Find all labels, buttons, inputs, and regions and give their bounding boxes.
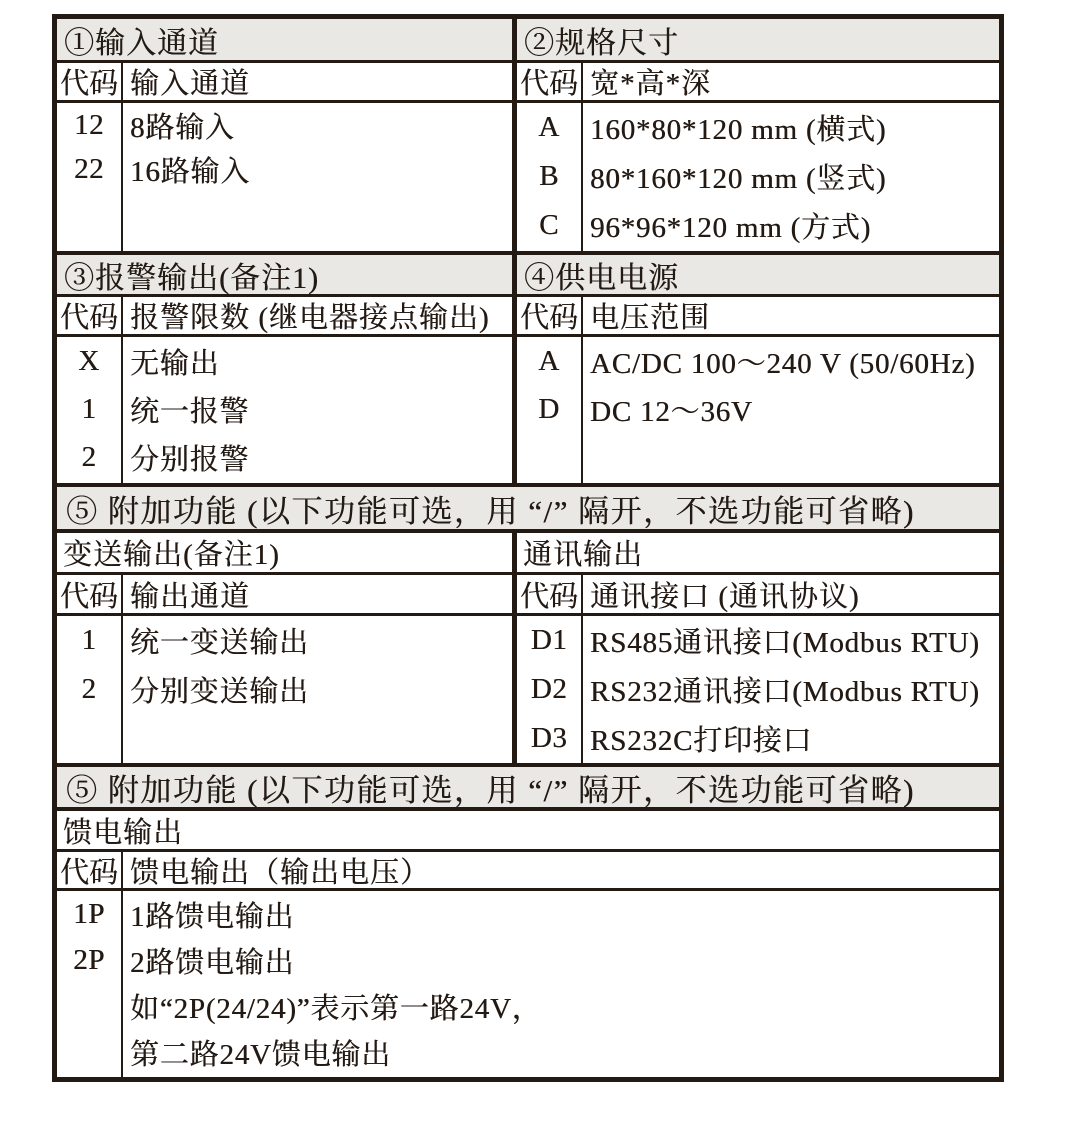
cell-desc: DC 12～36V: [590, 395, 753, 428]
cell-desc: 96*96*120 mm (方式): [590, 212, 872, 244]
cell-code: 1: [81, 392, 97, 425]
band-alarm-and-power: [57, 255, 999, 487]
column-header-row: [517, 63, 999, 103]
section-input-channels: [57, 19, 517, 251]
desc-column: [123, 337, 512, 483]
section-data: [57, 891, 999, 1077]
addon-banner-1: ⑤ 附加功能 (以下功能可选，用 “/” 隔开，不选功能可省略): [57, 487, 999, 533]
cell-desc: 第二路24V馈电输出: [130, 1038, 391, 1071]
section-title-dimensions: ②规格尺寸: [517, 19, 999, 63]
code-column: [517, 103, 583, 251]
desc-column: [583, 616, 999, 763]
band-input-and-size: [57, 19, 999, 255]
col-header-desc: 馈电输出（输出电压）: [130, 856, 431, 888]
cell-desc: 8路输入: [130, 111, 235, 144]
section-data: [57, 337, 512, 483]
col-header-desc: 宽*高*深: [590, 68, 712, 100]
code-column: [57, 616, 123, 763]
code-column: [57, 891, 123, 1077]
cell-desc: 统一报警: [130, 395, 250, 428]
cell-desc: 1路馈电输出: [130, 900, 295, 933]
cell-desc: RS485通讯接口(Modbus RTU): [590, 627, 980, 659]
code-column: [57, 337, 123, 483]
section-title-input-channels: ①输入通道: [57, 19, 512, 63]
col-header-desc: 电压范围: [590, 302, 711, 334]
cell-code: 12: [74, 108, 104, 141]
column-header-row: [57, 575, 512, 616]
section-retransmission-output: [57, 533, 517, 763]
section-communication-output: [517, 533, 999, 763]
cell-desc: 分别报警: [130, 443, 250, 476]
col-header-code: 代码: [57, 575, 123, 613]
cell-code: C: [539, 209, 559, 241]
section-alarm-output: [57, 255, 517, 483]
desc-column: [123, 891, 999, 1077]
section-power-supply: [517, 255, 999, 483]
code-column: [517, 616, 583, 763]
cell-code: 2: [81, 440, 97, 473]
addon-banner-2: ⑤ 附加功能 (以下功能可选，用 “/” 隔开，不选功能可省略): [57, 767, 999, 811]
column-header-row: [517, 297, 999, 337]
code-column: [57, 103, 123, 251]
cell-desc: RS232C打印接口: [590, 725, 813, 757]
cell-code: B: [539, 160, 559, 192]
desc-column: [583, 337, 999, 483]
cell-desc: 分别变送输出: [130, 676, 309, 708]
cell-desc: 160*80*120 mm (横式): [590, 114, 887, 146]
cell-code: 2P: [73, 943, 105, 976]
section-data: [517, 616, 999, 763]
band-retransmission-and-comm: [57, 533, 999, 767]
col-header-code: 代码: [57, 852, 123, 888]
cell-code: 1: [81, 624, 97, 656]
cell-code: D3: [530, 722, 568, 754]
col-header-code: 代码: [517, 297, 583, 334]
col-header-code: 代码: [517, 575, 583, 613]
cell-code: [57, 983, 121, 1029]
section-data: [517, 103, 999, 251]
col-header-desc: 通讯接口 (通讯协议): [590, 580, 860, 613]
column-header-row: [57, 297, 512, 337]
col-header-desc: 报警限数 (继电器接点输出): [130, 302, 490, 334]
cell-code: A: [538, 111, 560, 143]
section-data: [57, 616, 512, 763]
cell-desc: 16路输入: [130, 155, 251, 188]
cell-code: 1P: [73, 897, 105, 930]
cell-code: D2: [530, 673, 568, 705]
model-selection-table: [52, 14, 1004, 1082]
cell-code: A: [538, 344, 560, 377]
cell-code: 22: [74, 152, 104, 185]
column-header-row: [517, 575, 999, 616]
cell-desc: RS232通讯接口(Modbus RTU): [590, 676, 980, 708]
subsection-title-retransmission: 变送输出(备注1): [57, 533, 512, 575]
cell-desc: 80*160*120 mm (竖式): [590, 163, 887, 195]
subsection-title-excitation: 馈电输出: [57, 811, 999, 852]
desc-column: [123, 616, 512, 763]
section-excitation-output: [57, 811, 999, 1077]
column-header-row: [57, 852, 999, 891]
cell-desc: 无输出: [130, 347, 220, 380]
section-data: [517, 337, 999, 483]
section-data: [57, 103, 512, 251]
cell-desc: 统一变送输出: [130, 627, 309, 659]
col-header-code: 代码: [517, 63, 583, 100]
subsection-title-communication: 通讯输出: [517, 533, 999, 575]
section-title-alarm-output: ③报警输出(备注1): [57, 255, 512, 297]
cell-code: D: [538, 392, 560, 425]
cell-code: [57, 1029, 121, 1075]
cell-desc: 如“2P(24/24)”表示第一路24V，: [130, 992, 542, 1025]
col-header-code: 代码: [57, 297, 123, 334]
section-dimensions: [517, 19, 999, 251]
section-title-power-supply: ④供电电源: [517, 255, 999, 297]
desc-column: [583, 103, 999, 251]
column-header-row: [57, 63, 512, 103]
col-header-code: 代码: [57, 63, 123, 100]
cell-desc: AC/DC 100～240 V (50/60Hz): [590, 347, 976, 380]
desc-column: [123, 103, 512, 251]
code-column: [517, 337, 583, 483]
cell-desc: 2路馈电输出: [130, 946, 295, 979]
cell-code: 2: [81, 673, 97, 705]
cell-code: X: [78, 344, 100, 377]
col-header-desc: 输出通道: [130, 580, 251, 613]
cell-code: D1: [530, 624, 568, 656]
col-header-desc: 输入通道: [130, 68, 251, 100]
